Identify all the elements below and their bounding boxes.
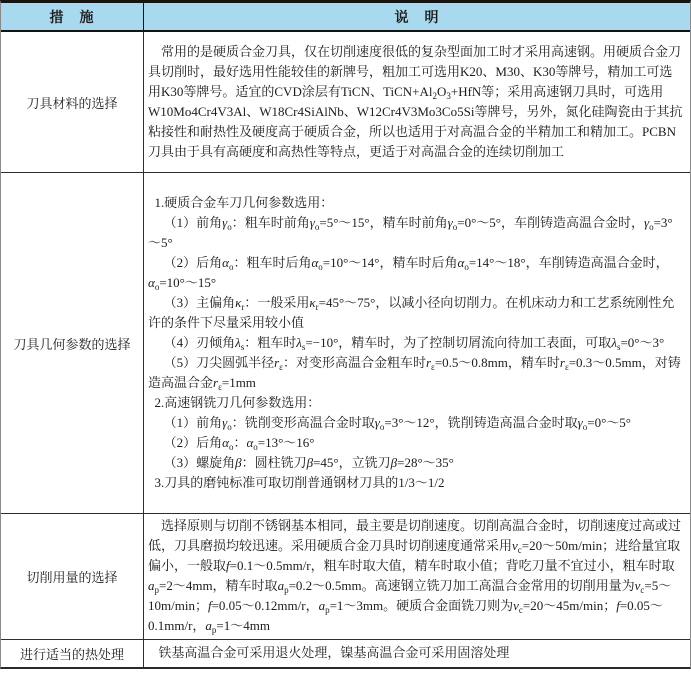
description-paragraph: 常用的是硬质合金刀具，仅在切削速度很低的复杂型面加工时才采用高速钢。用硬质合金刀具切削时，最好选用性能较佳的新牌号，粗加工可选用K20、M30、K30等牌号，精加工可选用K30等牌号。适宜的CVD涂层有TiCN、$TiCN+Al_2O_3+HfN$等；采用高速钢刀具时，可选用W10Mo4Cr4V3Al、W18Cr4SiAlNb、W12Cr4V3Mo3Co5Si等牌号，另外，氮化硅陶瓷由于其抗粘接性和耐热性及硬度高于硬质合金，所以也适用于对高温合金的半精加工和精加工。PCBN刀具由于具有高硬度和高热性等特点，更适于对高温合金的连续切削加工 (148, 43, 683, 159)
description-paragraph: 1.硬质合金车刀几何参数选用： (154, 194, 334, 210)
table-row-parameters (1, 514, 690, 640)
table-row-heat (1, 640, 690, 667)
table-header-row (1, 3, 690, 32)
table-body (1, 32, 690, 667)
description-paragraph: （1）前角$\gamma_o$：铣削变形高温合金时取$\gamma_o=3^\circ\sim 12^\circ$，铣削铸造高温合金时取$\gamma_o=0^\circ\sim 5^\circ$ (163, 414, 631, 432)
table-row-materials (1, 32, 690, 173)
description-paragraph: 铁基高温合金可采用退火处理，镍基高温合金可采用固溶处理 (158, 645, 510, 660)
description-paragraph: （4）刃倾角$\lambda_s$：粗车时$\lambda_s=-10^\circ$，精车时，为了控制切屑流向待加工表面，可取$\lambda_s=0^\circ\sim 3^\circ$ (163, 334, 665, 352)
measure-cell: 进行适当的热处理 (1, 640, 144, 667)
description-paragraph: 选择原则与切削不锈钢基本相同，最主要是切削速度。切削高温合金时，切削速度过高或过低，刀具磨损均较迅速。采用硬质合金刀具时切削速度通常采用$v_c=20\sim 50m/\min$；进给量宜取偏小，一般取f=0.1～0.5mm/r，粗车时取大值，精车时取小值；背吃刀量不宜过小，粗车时取$a_p=2\sim 4mm$，精车时取$a_p=0.2\sim 0.5mm$。高速钢立铣刀加工高温合金常用的切削用量为$v_c=5\sim 10m/\min$；f=0.05～0.12mm/r，$a_p=1\sim 3mm$。硬质合金面铣刀则为$v_c=20\sim 45m/\min$；f=0.05～0.1mm/r，$a_p=1\sim 4mm$ (148, 518, 682, 635)
measure-cell: 刀具几何参数的选择 (1, 173, 144, 513)
description-paragraph: （3）主偏角$\kappa_r$：一般采用$\kappa_r=45^\circ\sim 75^\circ$，以减小径向切削力。在机床动力和工艺系统刚性允许的条件下尽量采用较小值 (148, 294, 675, 330)
description-paragraph: （1）前角$\gamma_o$：粗车时前角$\gamma_o=5^\circ\sim 15^\circ$，精车时前角$\gamma_o=0^\circ\sim 5^\circ$，车削铸造高温合金时，$\gamma_o=3^\circ\sim 5^\circ$ (148, 214, 673, 250)
description-paragraph: （5）刀尖圆弧半径$r_\varepsilon$：对变形高温合金粗车时$r_\varepsilon=0.5\sim 0.8mm$，精车时$r_\varepsilon=0.3\sim 0.5mm$，对铸造高温合金$r_\varepsilon=1mm$ (148, 354, 681, 392)
description-paragraph: （2）后角$\alpha_o$：$\alpha_o=13^\circ\sim 16^\circ$ (163, 434, 315, 452)
description-paragraph: 2.高速钢铣刀几何参数选用： (154, 394, 321, 410)
description-cell (144, 32, 690, 172)
description-paragraph: （3）螺旋角β：圆柱铣刀β=45°，立铣刀β=28°～35° (163, 454, 454, 470)
description-cell (144, 173, 690, 513)
description-paragraph: （2）后角$\alpha_o$：粗车时后角$\alpha_o=10^\circ\sim 14^\circ$，精车时后角$\alpha_o=14^\circ\sim 18^\circ$，车削铸造高温合金时，$\alpha_o=10^\circ\sim 15^\circ$ (148, 254, 669, 292)
measure-cell: 切削用量的选择 (1, 514, 144, 639)
table-row-geometry (1, 173, 690, 514)
description-cell (144, 640, 690, 667)
measure-cell: 刀具材料的选择 (1, 32, 144, 172)
description-cell (144, 514, 690, 639)
header-cell-measure: 措 施 (1, 3, 144, 30)
description-paragraph: 3.刀具的磨钝标准可取切削普通钢材刀具的1/3～1/2 (154, 474, 445, 490)
header-cell-description: 说 明 (394, 11, 440, 26)
